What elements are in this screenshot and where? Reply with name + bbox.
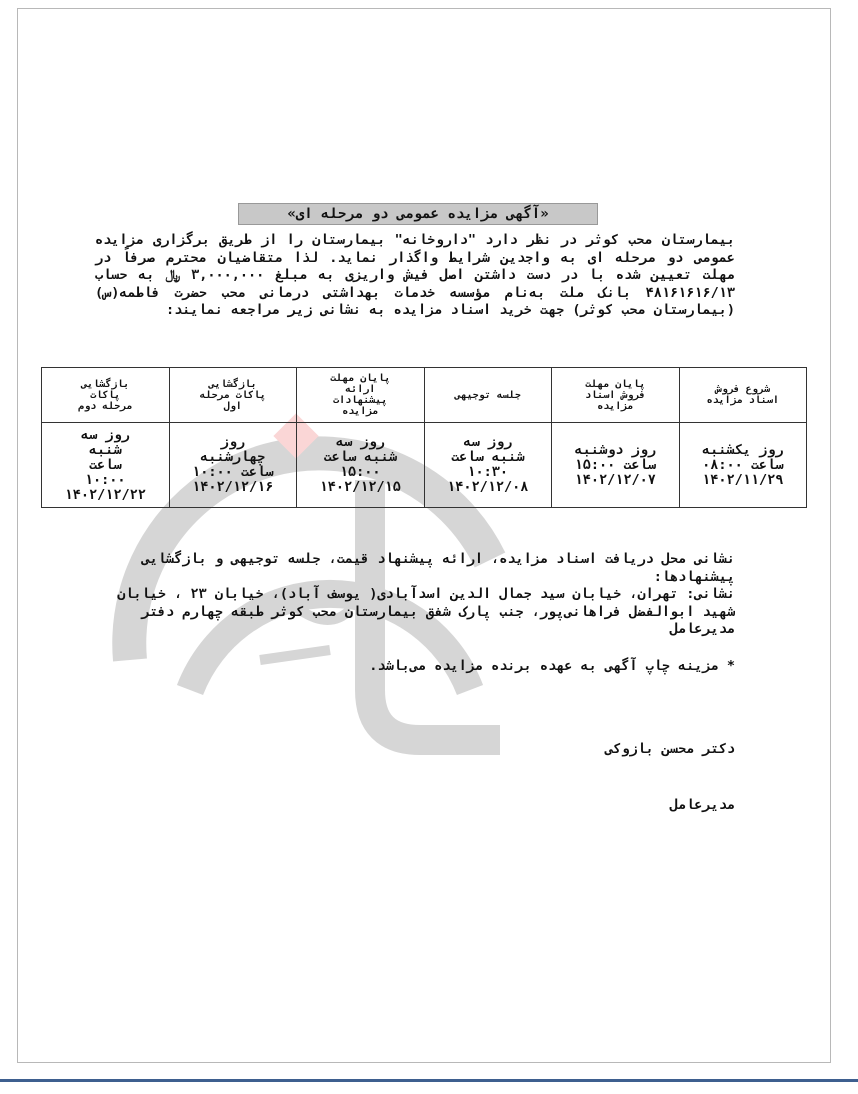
table-header-cell: پایان مهلت ارائه پیشنهادات مزایده [297, 368, 425, 423]
schedule-table [41, 367, 807, 508]
address-text: نشانی: تهران، خیابان سید جمال الدین اسدآبادی( یوسف آباد)، خیابان ۲۳ ، خیابان شهید ابوالفضل فراهانی‌پور، جنب پارک شفق بیمارستان محب کوثر طبقه چهارم دفتر مدیرعامل [117, 586, 735, 637]
page-border [17, 8, 831, 1063]
table-header-cell: جلسه توجیهی [424, 368, 552, 423]
table-cell: روز سه شنبه ساعت ۱۰:۰۰ ۱۴۰۲/۱۲/۲۲ [42, 423, 170, 508]
table-header-cell: بازگشایی پاکات مرحله اول [169, 368, 297, 423]
table-header-row [42, 368, 807, 423]
table-cell: روز چهارشنبه ساعت ۱۰:۰۰ ۱۴۰۲/۱۲/۱۶ [169, 423, 297, 508]
footnote: * مزینه چاپ آگهی به عهده برنده مزایده می‌باشد. [369, 658, 735, 674]
table-row [42, 423, 807, 508]
table-header-cell: پایان مهلت فروش اسناد مزایده [552, 368, 680, 423]
bottom-rule [0, 1079, 858, 1082]
table-cell: روز دوشنبه ساعت ۱۵:۰۰ ۱۴۰۲/۱۲/۰۷ [552, 423, 680, 508]
address-heading: نشانی محل دریافت اسناد مزایده، ارائه پیشنهاد قیمت، جلسه توجیهی و بازگشایی پیشنهادها: [141, 551, 735, 585]
page-title: «آگهی مزایده عمومی دو مرحله ای» [238, 203, 598, 225]
table-header-cell: بازگشایی پاکات مرحله دوم [42, 368, 170, 423]
table-header-cell: شروع فروش اسناد مزایده [679, 368, 807, 423]
table-cell: روز یکشنبه ساعت ۰۸:۰۰ ۱۴۰۲/۱۱/۲۹ [679, 423, 807, 508]
signatory-title: مدیرعامل [669, 797, 735, 813]
signatory-name: دکتر محسن بازوکی [604, 741, 735, 757]
address-block [95, 551, 735, 639]
table-cell: روز سه شنبه ساعت ۱۰:۳۰ ۱۴۰۲/۱۲/۰۸ [424, 423, 552, 508]
table-cell: روز سه شنبه ساعت ۱۵:۰۰ ۱۴۰۲/۱۲/۱۵ [297, 423, 425, 508]
intro-paragraph: بیمارستان محب کوثر در نظر دارد "داروخانه" بیمارستان را از طریق برگزاری مزایده عمومی دو مرحله ای به واجدین شرایط واگذار نماید. لذا متقاضیان محترم صرفاً در مهلت تعیین شده با در دست داشتن اصل فیش واریزی به مبلغ ۳,۰۰۰,۰۰۰ ﷼ به حساب ۴۸۱۶۱۶۱۶/۱۳ بانک ملت به‌نام مؤسسه خدمات بهداشتی درمانی محب حضرت فاطمه(س) (بیمارستان محب کوثر) جهت خرید اسناد مزایده به نشانی زیر مراجعه نمایند: [95, 232, 735, 318]
